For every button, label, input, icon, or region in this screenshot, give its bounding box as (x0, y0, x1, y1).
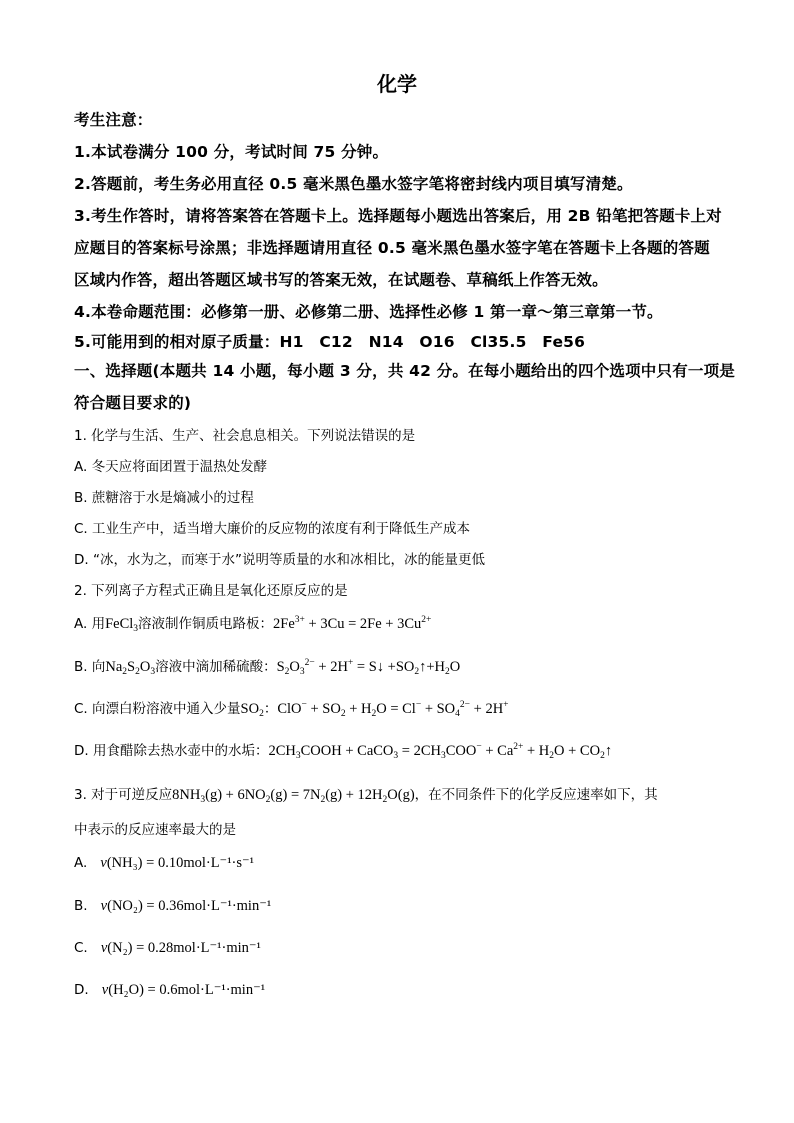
fecl3-formula: FeCl$_3$ (105, 616, 139, 634)
q2-option-b: B. 向$Na_2S_2O_3$溶液中滴加稀硫酸：$S_2O_3^{2-} + 2H^+$ = S↓ $+SO_2↑+H_2O$ (74, 658, 461, 677)
notice-heading: 考生注意： (74, 111, 153, 129)
q3-stem-cont: 中表示的反应速率最大的是 (74, 822, 236, 838)
q3-option-a: A. v(NH₃) = 0.10mol·L⁻¹·s⁻¹ (74, 855, 255, 871)
notice-item-5: 5.可能用到的相对原子质量：H1 C12 N14 O16 Cl35.5 Fe56 (74, 333, 586, 351)
q2-option-c: C. 向漂白粉溶液中通入少量$SO_2$：$ClO^- + SO_2 + H_2O = Cl^- + SO_4^{2-} + 2H^+$ (74, 700, 509, 719)
equation-b: $S_2O_3^{2-} + 2H^+$ = S↓ $+SO_2↑+H_2O$ (276, 658, 461, 677)
q1-option-a: A. 冬天应将面团置于温热处发酵 (74, 459, 268, 475)
q1-option-c: C. 工业生产中，适当增大廉价的反应物的浓度有利于降低生产成本 (74, 521, 471, 537)
so2-formula: $SO_2$ (240, 701, 264, 719)
q3-option-b: B. v(NO₂) = 0.36mol·L⁻¹·min⁻¹ (74, 898, 272, 914)
equation-d: $2CH_3COOH$ + CaCO$_3$ = $2CH_3COO^- + Ca^{2+} + H_2O$ + $CO_2↑$ (268, 742, 613, 761)
reaction-equation: $8NH_3(g) + 6NO_2(g) = 7N_2(g) + 12H_2O(g)$ (172, 787, 415, 805)
q2-stem: 2. 下列离子方程式正确且是氧化还原反应的是 (74, 583, 348, 599)
q1-stem: 1. 化学与生活、生产、社会息息相关。下列说法错误的是 (74, 428, 416, 444)
notice-item-2: 2.答题前，考生务必用直径 0.5 毫米黑色墨水签字笔将密封线内项目填写清楚。 (74, 175, 633, 193)
page-title: 化学 (377, 72, 417, 96)
q2-option-a: A. 用FeCl$_3$溶液制作铜质电路板：$2Fe^{3+} + 3Cu = 2Fe + 3Cu^{2+}$ (74, 615, 432, 634)
q1-option-d: D. “冰，水为之，而寒于水”说明等质量的水和冰相比，冰的能量更低 (74, 552, 485, 568)
section-heading: 一、选择题(本题共 14 小题，每小题 3 分，共 42 分。在每小题给出的四个选项中只有一项是 (74, 362, 735, 380)
notice-item-3: 3.考生作答时，请将答案答在答题卡上。选择题每小题选出答案后，用 2B 铅笔把答题卡上对 (74, 207, 722, 225)
equation-a: $2Fe^{3+} + 3Cu = 2Fe + 3Cu^{2+}$ (273, 615, 432, 632)
notice-item-1: 1.本试卷满分 100 分，考试时间 75 分钟。 (74, 143, 389, 161)
q3-stem: 3. 对于可逆反应$8NH_3(g) + 6NO_2(g) = 7N_2(g) + 12H_2O(g)$，在不同条件下的化学反应速率如下，其 (74, 787, 658, 805)
section-heading-cont: 符合题目要求的) (74, 394, 192, 412)
notice-item-3-cont2: 区域内作答，超出答题区域书写的答案无效，在试题卷、草稿纸上作答无效。 (74, 271, 608, 289)
q3-option-c: C. v(N₂) = 0.28mol·L⁻¹·min⁻¹ (74, 940, 261, 956)
q1-option-b: B. 蔗糖溶于水是熵减小的过程 (74, 490, 254, 506)
na2s2o3-formula: $Na_2S_2O_3$ (105, 659, 156, 677)
notice-item-4: 4.本卷命题范围：必修第一册、必修第二册、选择性必修 1 第一章～第三章第一节。 (74, 303, 663, 321)
q3-option-d: D. v(H₂O) = 0.6mol·L⁻¹·min⁻¹ (74, 982, 266, 998)
equation-c: $ClO^- + SO_2 + H_2O = Cl^- + SO_4^{2-} + 2H^+$ (277, 700, 509, 719)
q2-option-d: D. 用食醋除去热水壶中的水垢：$2CH_3COOH$ + CaCO$_3$ = $2CH_3COO^- + Ca^{2+} + H_2O$ + $CO_2↑$ (74, 742, 613, 761)
notice-item-3-cont: 应题目的答案标号涂黑；非选择题请用直径 0.5 毫米黑色墨水签字笔在答题卡上各题的答题 (74, 239, 710, 257)
